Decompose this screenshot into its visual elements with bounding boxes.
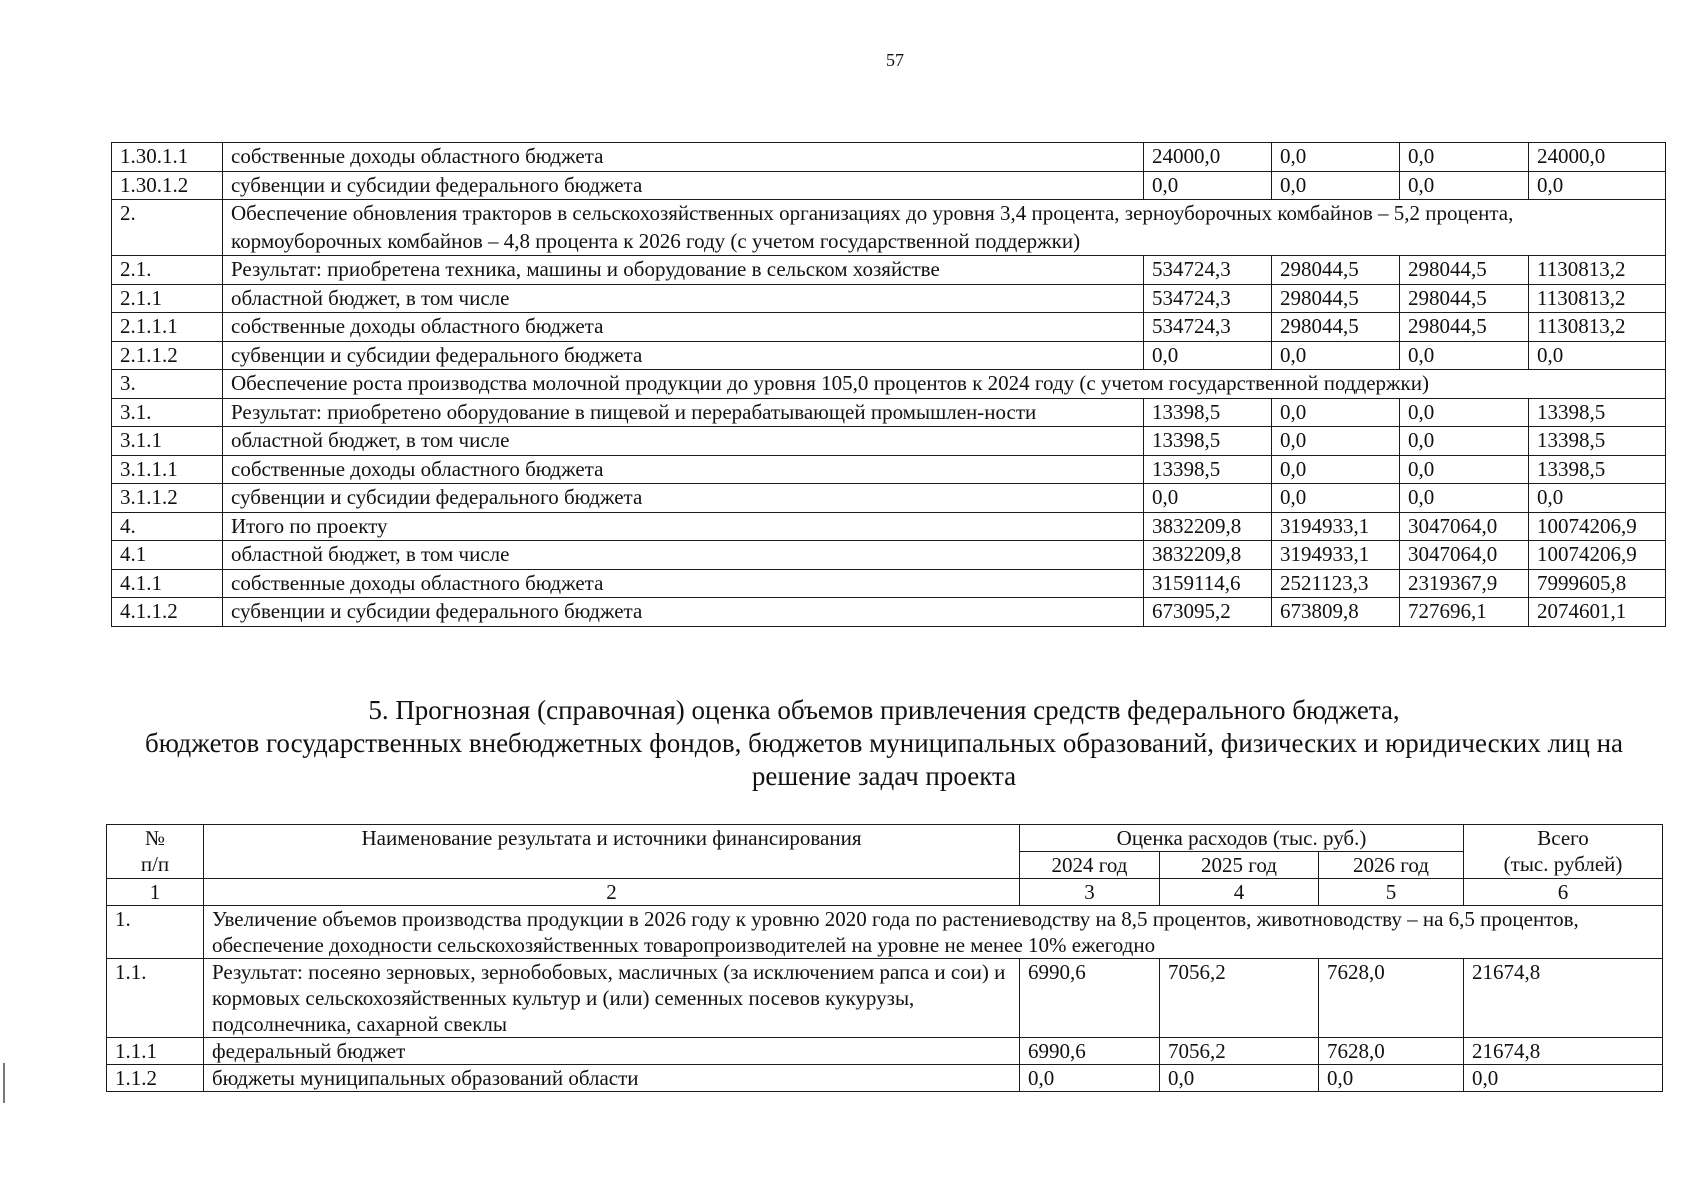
table-row <box>112 455 1666 484</box>
value-2026: 0,0 <box>1400 341 1529 370</box>
value-2024: 0,0 <box>1144 341 1272 370</box>
col-number: 3 <box>1020 879 1160 906</box>
value-2026: 298044,5 <box>1400 313 1529 342</box>
task-row <box>112 370 1666 399</box>
section-5-heading <box>106 694 1662 793</box>
heading-line-1: 5. Прогнозная (справочная) оценка объемов привлечения средств федерального бюджета, <box>368 695 1400 725</box>
forecast-table <box>106 824 1663 1092</box>
row-number: 4.1.1.2 <box>112 598 223 627</box>
row-name: субвенции и субсидии федерального бюджета <box>223 341 1144 370</box>
row-name: федеральный бюджет <box>204 1038 1020 1065</box>
value-2025: 3194933,1 <box>1272 541 1400 570</box>
value-2024: 534724,3 <box>1144 256 1272 285</box>
row-number: 3. <box>112 370 223 399</box>
row-name: собственные доходы областного бюджета <box>223 455 1144 484</box>
row-name: Результат: посеяно зерновых, зернобобовых, масличных (за исключением рапса и сои) и кормовых сельскохозяйственных культур и (или) семенных посевов кукурузы, подсолнечника, сахарной свеклы <box>204 959 1020 1038</box>
row-number: 4. <box>112 512 223 541</box>
heading-line-3: решение задач проекта <box>751 761 1017 791</box>
table-row <box>112 256 1666 285</box>
scan-edge-mark <box>3 1063 5 1103</box>
value-2025: 673809,8 <box>1272 598 1400 627</box>
value-total: 0,0 <box>1529 171 1666 200</box>
row-number: 3.1. <box>112 398 223 427</box>
row-name: собственные доходы областного бюджета <box>223 313 1144 342</box>
value-2024: 3159114,6 <box>1144 569 1272 598</box>
value-2024: 3832209,8 <box>1144 541 1272 570</box>
row-name: областной бюджет, в том числе <box>223 427 1144 456</box>
value-2024: 534724,3 <box>1144 313 1272 342</box>
table-row <box>107 1065 1663 1092</box>
value-2024: 6990,6 <box>1020 1038 1160 1065</box>
value-2025: 7056,2 <box>1160 959 1319 1038</box>
table-row <box>112 484 1666 513</box>
table-row <box>112 569 1666 598</box>
value-total: 0,0 <box>1529 341 1666 370</box>
value-2024: 13398,5 <box>1144 398 1272 427</box>
value-2026: 0,0 <box>1400 171 1529 200</box>
value-2025: 0,0 <box>1272 341 1400 370</box>
value-total: 10074206,9 <box>1529 541 1666 570</box>
row-name: Результат: приобретена техника, машины и оборудование в сельском хозяйстве <box>223 256 1144 285</box>
task-description: Обеспечение обновления тракторов в сельскохозяйственных организациях до уровня 3,4 процента, зерноуборочных комбайнов – 5,2 процента, кормоуборочных комбайнов – 4,8 процента к 2026 году (с учетом государственной поддержки) <box>223 200 1666 256</box>
table-row <box>112 398 1666 427</box>
task-description: Увеличение объемов производства продукции в 2026 году к уровню 2020 года по растениеводству на 8,5 процентов, животноводству – на 6,5 процентов, обеспечение доходности сельскохозяйственных товаропроизводителей на уровне не менее 10% ежегодно <box>204 906 1663 959</box>
header-estimate: Оценка расходов (тыс. руб.) <box>1020 825 1464 852</box>
value-2024: 13398,5 <box>1144 427 1272 456</box>
task-row <box>107 906 1663 959</box>
value-2026: 0,0 <box>1400 455 1529 484</box>
task-row <box>112 200 1666 256</box>
header-row <box>107 825 1663 852</box>
col-number: 1 <box>107 879 204 906</box>
row-name: областной бюджет, в том числе <box>223 284 1144 313</box>
value-2025: 7056,2 <box>1160 1038 1319 1065</box>
page-number: 57 <box>886 50 904 70</box>
value-total: 0,0 <box>1464 1065 1663 1092</box>
row-number: 2.1.1.1 <box>112 313 223 342</box>
value-total: 1130813,2 <box>1529 256 1666 285</box>
value-2025: 0,0 <box>1272 143 1400 172</box>
value-total: 21674,8 <box>1464 959 1663 1038</box>
value-2025: 0,0 <box>1272 484 1400 513</box>
row-name: собственные доходы областного бюджета <box>223 569 1144 598</box>
row-name: областной бюджет, в том числе <box>223 541 1144 570</box>
value-total: 13398,5 <box>1529 398 1666 427</box>
value-2026: 298044,5 <box>1400 284 1529 313</box>
value-2026: 3047064,0 <box>1400 541 1529 570</box>
col-number: 6 <box>1464 879 1663 906</box>
value-2026: 3047064,0 <box>1400 512 1529 541</box>
table-row <box>112 427 1666 456</box>
value-total: 24000,0 <box>1529 143 1666 172</box>
value-2026: 0,0 <box>1400 143 1529 172</box>
header-year-2024: 2024 год <box>1020 852 1160 879</box>
value-total: 7999605,8 <box>1529 569 1666 598</box>
value-total: 0,0 <box>1529 484 1666 513</box>
value-2025: 298044,5 <box>1272 313 1400 342</box>
value-2026: 7628,0 <box>1319 1038 1464 1065</box>
value-2026: 727696,1 <box>1400 598 1529 627</box>
value-2024: 534724,3 <box>1144 284 1272 313</box>
row-name: Итого по проекту <box>223 512 1144 541</box>
row-number: 3.1.1 <box>112 427 223 456</box>
value-2025: 0,0 <box>1160 1065 1319 1092</box>
value-2025: 298044,5 <box>1272 284 1400 313</box>
row-number: 1.1. <box>107 959 204 1038</box>
value-2026: 0,0 <box>1400 484 1529 513</box>
table-row <box>112 512 1666 541</box>
col-number: 4 <box>1160 879 1319 906</box>
value-total: 21674,8 <box>1464 1038 1663 1065</box>
row-number: 1.1.1 <box>107 1038 204 1065</box>
value-2024: 673095,2 <box>1144 598 1272 627</box>
value-2024: 0,0 <box>1144 484 1272 513</box>
row-name: Результат: приобретено оборудование в пищевой и перерабатывающей промышлен-ности <box>223 398 1144 427</box>
header-total-line-2: (тыс. рублей) <box>1503 852 1623 876</box>
row-number: 2.1.1 <box>112 284 223 313</box>
value-total: 1130813,2 <box>1529 284 1666 313</box>
value-2026: 0,0 <box>1400 398 1529 427</box>
row-name: собственные доходы областного бюджета <box>223 143 1144 172</box>
top-budget-table <box>111 142 1666 627</box>
value-total: 2074601,1 <box>1529 598 1666 627</box>
row-number: 2. <box>112 200 223 256</box>
row-number: 1. <box>107 906 204 959</box>
header-total <box>1464 825 1663 879</box>
value-2025: 3194933,1 <box>1272 512 1400 541</box>
value-total: 13398,5 <box>1529 427 1666 456</box>
table-row <box>107 959 1663 1038</box>
row-number: 1.30.1.1 <box>112 143 223 172</box>
value-2024: 3832209,8 <box>1144 512 1272 541</box>
row-name: субвенции и субсидии федерального бюджета <box>223 171 1144 200</box>
row-name: субвенции и субсидии федерального бюджета <box>223 598 1144 627</box>
row-number: 3.1.1.2 <box>112 484 223 513</box>
value-2025: 0,0 <box>1272 398 1400 427</box>
header-num-line-2: п/п <box>140 852 170 876</box>
header-name: Наименование результата и источники финансирования <box>204 825 1020 879</box>
value-2024: 0,0 <box>1020 1065 1160 1092</box>
row-number: 2.1. <box>112 256 223 285</box>
row-number: 1.30.1.2 <box>112 171 223 200</box>
table-row <box>112 171 1666 200</box>
row-number: 4.1 <box>112 541 223 570</box>
row-name: бюджеты муниципальных образований области <box>204 1065 1020 1092</box>
value-2026: 2319367,9 <box>1400 569 1529 598</box>
value-2024: 13398,5 <box>1144 455 1272 484</box>
header-num <box>107 825 204 879</box>
header-year-2026: 2026 год <box>1319 852 1464 879</box>
table-row <box>112 598 1666 627</box>
task-description: Обеспечение роста производства молочной продукции до уровня 105,0 процентов к 2024 году (с учетом государственной поддержки) <box>223 370 1666 399</box>
value-total: 10074206,9 <box>1529 512 1666 541</box>
heading-line-2: бюджетов государственных внебюджетных фондов, бюджетов муниципальных образований, физических и юридических лиц на <box>145 728 1623 758</box>
value-2024: 6990,6 <box>1020 959 1160 1038</box>
value-2025: 0,0 <box>1272 171 1400 200</box>
row-name: субвенции и субсидии федерального бюджета <box>223 484 1144 513</box>
row-number: 3.1.1.1 <box>112 455 223 484</box>
value-2025: 0,0 <box>1272 427 1400 456</box>
value-2025: 2521123,3 <box>1272 569 1400 598</box>
value-2025: 298044,5 <box>1272 256 1400 285</box>
table-row <box>112 541 1666 570</box>
row-number: 4.1.1 <box>112 569 223 598</box>
row-number: 1.1.2 <box>107 1065 204 1092</box>
value-2026: 0,0 <box>1319 1065 1464 1092</box>
value-total: 1130813,2 <box>1529 313 1666 342</box>
table-row <box>112 313 1666 342</box>
row-number: 2.1.1.2 <box>112 341 223 370</box>
table-row <box>112 284 1666 313</box>
value-2024: 0,0 <box>1144 171 1272 200</box>
header-num-line-1: № <box>144 826 166 850</box>
table-row <box>107 1038 1663 1065</box>
table-row <box>112 143 1666 172</box>
table-row <box>112 341 1666 370</box>
col-number: 5 <box>1319 879 1464 906</box>
value-2026: 7628,0 <box>1319 959 1464 1038</box>
value-2026: 298044,5 <box>1400 256 1529 285</box>
value-total: 13398,5 <box>1529 455 1666 484</box>
header-total-line-1: Всего <box>1537 826 1589 850</box>
header-year-2025: 2025 год <box>1160 852 1319 879</box>
value-2025: 0,0 <box>1272 455 1400 484</box>
column-numbers-row <box>107 879 1663 906</box>
value-2026: 0,0 <box>1400 427 1529 456</box>
col-number: 2 <box>204 879 1020 906</box>
value-2024: 24000,0 <box>1144 143 1272 172</box>
